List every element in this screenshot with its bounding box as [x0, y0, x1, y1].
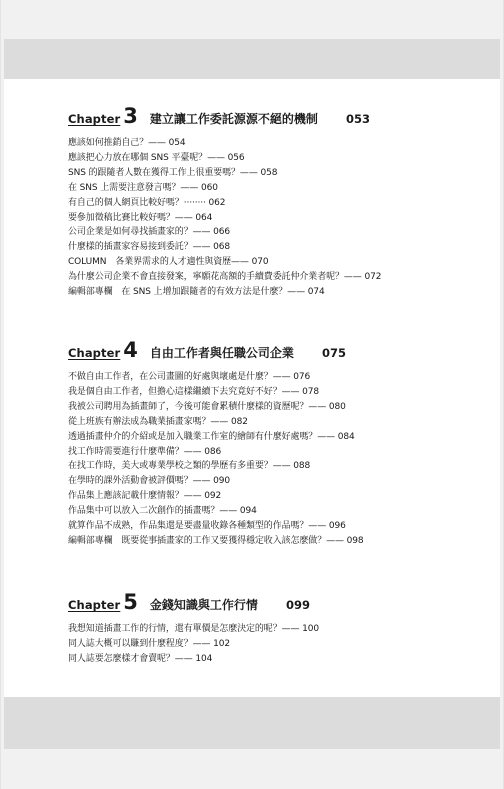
toc-entry: 編輯部專欄 在 SNS 上增加跟隨者的有效方法是什麼？—— 074	[68, 287, 325, 298]
chapter-heading	[68, 592, 488, 616]
toc-entry: 同人誌要怎麼樣才會賣呢？—— 104	[68, 653, 213, 664]
toc-entry: 編輯部專欄 既要從事插畫家的工作又要獲得穩定收入該怎麼做？—— 098	[68, 535, 364, 546]
chapter-title: 自由工作者與任職公司企業	[149, 346, 294, 360]
toc-entry: 有自己的個人網頁比較好嗎？········ 062	[68, 197, 226, 208]
toc-entry: 作品集上應該記載什麼情報？—— 092	[68, 491, 222, 502]
toc-entry: 從上班族有辦法成為職業插畫家嗎？—— 082	[68, 416, 248, 427]
toc-entry: 找工作時需要進行什麼準備？—— 086	[68, 446, 222, 457]
toc-entry: 為什麼公司企業不會直接發案，寧願花高額的手續費委託仲介業者呢？—— 072	[68, 272, 382, 283]
toc-entry: 我被公司聘用為插畫師了，今後可能會累積什麼樣的資歷呢？—— 080	[68, 401, 346, 412]
toc-entry-list	[68, 136, 488, 300]
toc-entry: 同人誌大概可以賺到什麼程度？—— 102	[68, 638, 231, 649]
toc-entry: 要參加徵稿比賽比較好嗎？—— 064	[68, 212, 213, 223]
chapter-page-number: 075	[321, 346, 346, 360]
toc-entry: 什麼樣的插畫家容易接到委託？—— 068	[68, 242, 231, 253]
chapter-heading	[68, 340, 488, 364]
toc-entry: 在找工作時，美大或專業學校之類的學歷有多重要？—— 088	[68, 461, 311, 472]
toc-entry: 透過插畫仲介的介紹或是加入職業工作室的繪師有什麼好處嗎？—— 084	[68, 431, 355, 442]
chapter-page-number: 053	[345, 112, 370, 126]
toc-entry: 在 SNS 上需要注意發言嗎？—— 060	[68, 182, 218, 193]
chapter-label: Chapter	[68, 598, 121, 612]
toc-entry: 不做自由工作者，在公司畫圖的好處與壞處是什麼？—— 076	[68, 372, 311, 382]
chapter-label: Chapter	[68, 112, 121, 126]
chapter-number: 3	[123, 104, 138, 128]
toc-entry-list	[68, 370, 488, 549]
chapter-number: 4	[123, 338, 138, 362]
top-gray-band	[4, 39, 500, 79]
toc-entry: 我想知道插畫工作的行情，還有單價是怎麼決定的呢？—— 100	[68, 624, 320, 634]
chapter-3-section	[68, 106, 488, 300]
chapter-label: Chapter	[68, 346, 121, 360]
toc-entry: 作品集中可以放入二次創作的插畫嗎？—— 094	[68, 506, 257, 517]
toc-entry: 公司企業是如何尋找插畫家的？—— 066	[68, 227, 231, 238]
toc-entry: 就算作品不成熟，作品集還是要盡量收錄各種類型的作品嗎？—— 096	[68, 521, 346, 532]
toc-entry: 我是個自由工作者，但擔心這樣繼續下去究竟好不好？—— 078	[68, 386, 320, 397]
toc-entry-list	[68, 622, 488, 667]
chapter-4-section	[68, 340, 488, 549]
chapter-title: 建立讓工作委託源源不絕的機制	[149, 112, 318, 126]
toc-entry: 應該把心力放在哪個 SNS 平臺呢？—— 056	[68, 152, 245, 163]
chapter-heading	[68, 106, 488, 130]
chapter-page-number: 099	[285, 598, 310, 612]
chapter-title: 金錢知識與工作行情	[149, 598, 258, 612]
bottom-gray-band	[4, 697, 500, 749]
chapter-number: 5	[123, 590, 138, 614]
toc-entry: 在學時的課外活動會被評價嗎？—— 090	[68, 476, 231, 487]
toc-entry: COLUMN 各業界需求的人才適性與資歷—— 070	[68, 257, 269, 268]
chapter-5-section	[68, 592, 488, 667]
toc-entry: SNS 的跟隨者人數在獲得工作上很重要嗎？—— 058	[68, 167, 278, 178]
toc-entry: 應該如何推銷自己？—— 054	[68, 138, 186, 148]
